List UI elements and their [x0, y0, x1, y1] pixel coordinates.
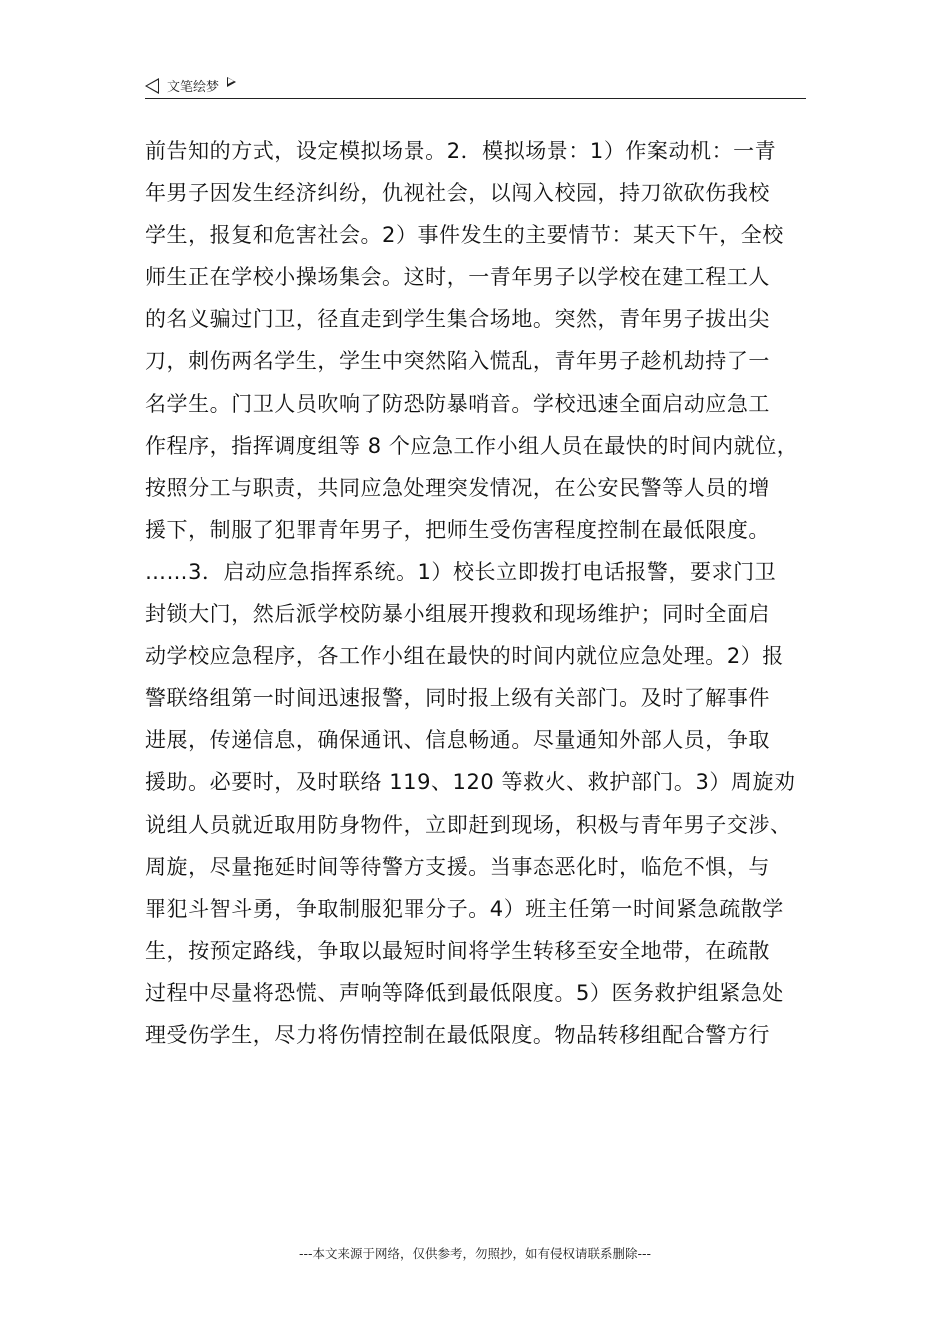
body-line: 罪犯斗智斗勇，争取制服犯罪分子。4）班主任第一时间紧急疏散学 [145, 896, 784, 921]
body-line: 封锁大门，然后派学校防暴小组展开搜救和现场维护；同时全面启 [145, 602, 770, 627]
header-title: 文笔绘梦 [167, 80, 220, 95]
body-line: 生，按预定路线，争取以最短时间将学生转移至安全地带，在疏散 [145, 938, 770, 963]
body-line: 作程序，指挥调度组等 8 个应急工作小组人员在最快的时间内就位， [145, 433, 799, 458]
body-line: 按照分工与职责，共同应急处理突发情况，在公安民警等人员的增 [145, 475, 770, 500]
body-line: 说组人员就近取用防身物件，立即赶到现场，积极与青年男子交涉、 [145, 812, 792, 837]
body-line: 年男子因发生经济纠纷，仇视社会，以闯入校园，持刀欲砍伤我校 [145, 181, 770, 206]
body-line: 援助。必要时，及时联络 119、120 等救火、救护部门。3）周旋劝 [145, 770, 796, 795]
body-line: ……3．启动应急指挥系统。1）校长立即拨打电话报警，要求门卫 [145, 559, 777, 584]
body-line: 名学生。门卫人员吹响了防恐防暴哨音。学校迅速全面启动应急工 [145, 391, 770, 416]
body-line: 学生，报复和危害社会。2）事件发生的主要情节：某天下午，全校 [145, 223, 784, 248]
body-line: 进展，传递信息，确保通讯、信息畅通。尽量通知外部人员，争取 [145, 728, 770, 753]
triangle-left-icon [145, 78, 159, 94]
page-header [145, 72, 806, 99]
body-line: 的名义骗过门卫，径直走到学生集合场地。突然，青年男子拔出尖 [145, 307, 770, 332]
header-title-row [145, 76, 236, 95]
triangle-right-icon [227, 77, 236, 87]
body-line: 前告知的方式，设定模拟场景。2．模拟场景：1）作案动机：一青 [145, 139, 777, 163]
document-body [145, 130, 806, 1056]
body-line: 过程中尽量将恐慌、声响等降低到最低限度。5）医务救护组紧急处 [145, 980, 784, 1005]
body-line: 警联络组第一时间迅速报警，同时报上级有关部门。及时了解事件 [145, 686, 770, 711]
body-line: 理受伤学生，尽力将伤情控制在最低限度。物品转移组配合警方行 [145, 1022, 770, 1047]
body-line: 动学校应急程序，各工作小组在最快的时间内就位应急处理。2）报 [145, 644, 784, 669]
body-line: 援下，制服了犯罪青年男子，把师生受伤害程度控制在最低限度。 [145, 517, 770, 542]
page-footer: ---本文来源于网络，仅供参考，勿照抄，如有侵权请联系删除--- [298, 1246, 652, 1261]
body-line: 周旋，尽量拖延时间等待警方支援。当事态恶化时，临危不惧，与 [145, 854, 770, 879]
body-line: 刀，刺伤两名学生，学生中突然陷入慌乱，青年男子趁机劫持了一 [145, 349, 770, 374]
body-line: 师生正在学校小操场集会。这时，一青年男子以学校在建工程工人 [145, 265, 770, 290]
